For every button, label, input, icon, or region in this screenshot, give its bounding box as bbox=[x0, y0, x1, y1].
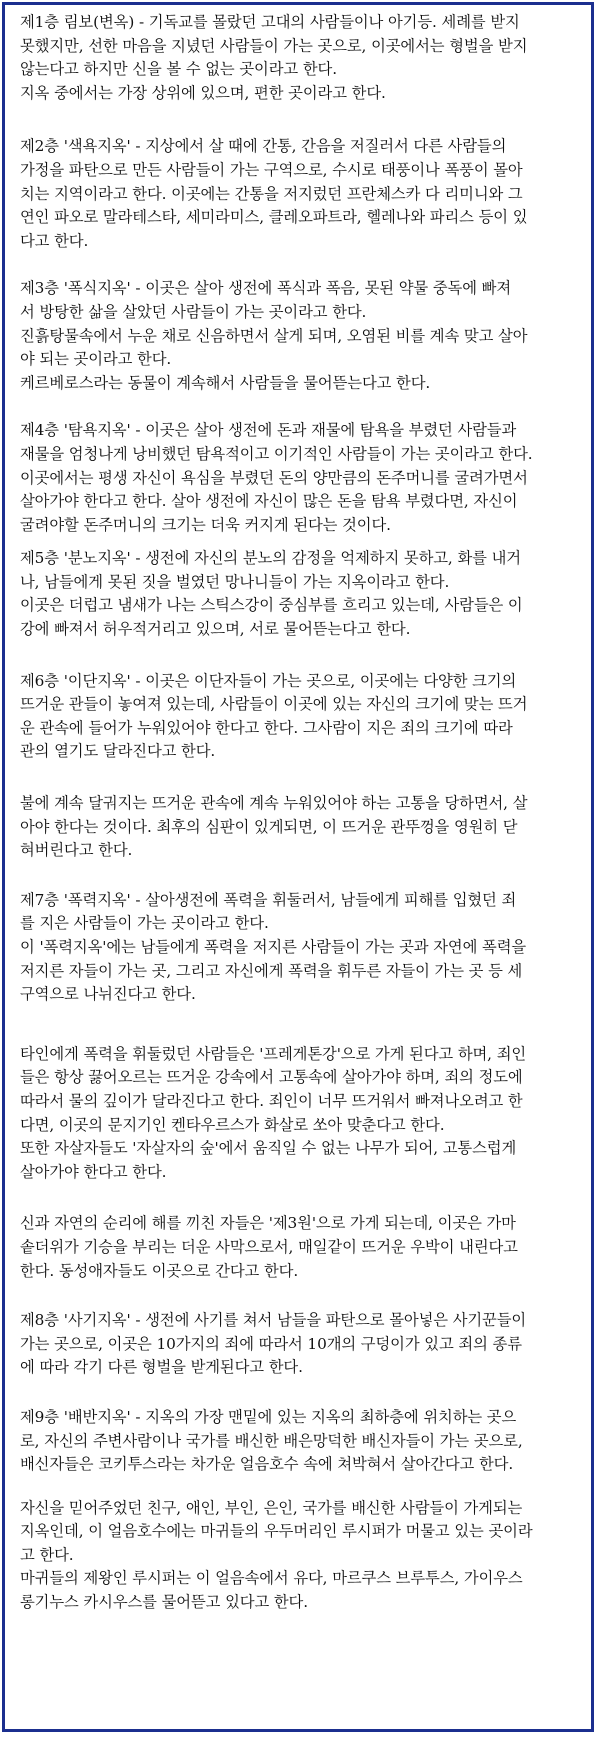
section-heresy bbox=[20, 670, 587, 764]
text-line: 강에 빠져서 허우적거리고 있으며, 서로 물어뜯는다고 한다. bbox=[20, 620, 411, 639]
text-line: 살아가야 한다고 한다. 살아 생전에 자신이 많은 돈을 탐욕 부렸다면, 자신이 bbox=[20, 492, 518, 511]
section-lust bbox=[20, 135, 587, 253]
text-line: 제6층 '이단지옥' - 이곳은 이단자들이 가는 곳으로, 이곳에는 다양한 크기의 bbox=[20, 671, 517, 690]
text-line: 불에 계속 달궈지는 뜨거운 관속에 계속 누워있어야 하는 고통을 당하면서, 살 bbox=[20, 794, 528, 813]
section-treachery-continued bbox=[20, 1497, 587, 1615]
text-line: 다고 한다. bbox=[20, 231, 89, 250]
text-line: 배신자들은 코키투스라는 차가운 얼음호수 속에 쳐박혀서 살아간다고 한다. bbox=[20, 1455, 514, 1474]
text-line: 제3층 '폭식지옥' - 이곳은 살아 생전에 폭식과 폭음, 못된 약물 중독에 빠져 bbox=[20, 279, 512, 298]
text-line: 마귀들의 제왕인 루시퍼는 이 얼음속에서 유다, 마르쿠스 브루투스, 가이우스 bbox=[20, 1569, 523, 1588]
text-line: 야 되는 곳이라고 한다. bbox=[20, 350, 172, 369]
section-third-ring bbox=[20, 1212, 587, 1283]
text-line: 살아가야 한다고 한다. bbox=[20, 1162, 167, 1181]
text-line: 이곳에서는 평생 자신이 욕심을 부렸던 돈의 양만큼의 돈주머니를 굴려가면서 bbox=[20, 468, 528, 487]
text-line: 저지른 자들이 가는 곳, 그리고 자신에게 폭력을 휘두른 자들이 가는 곳 등 세 bbox=[20, 961, 523, 980]
text-line: 제4층 '탐욕지옥' - 이곳은 살아 생전에 돈과 재물에 탐욕을 부렸던 사람들과 bbox=[20, 421, 517, 440]
text-line: 가는 곳으로, 이곳은 10가지의 죄에 따라서 10개의 구덩이가 있고 죄의 종류 bbox=[20, 1334, 522, 1353]
text-line: 치는 지역이라고 한다. 이곳에는 간통을 저지렀던 프란체스카 다 리미니와 그 bbox=[20, 184, 523, 203]
text-line: 따라서 물의 깊이가 달라진다고 한다. 죄인이 너무 뜨거워서 빠져나오려고 한 bbox=[20, 1091, 523, 1110]
section-greed bbox=[20, 419, 587, 537]
text-line: 이곳은 더럽고 냄새가 나는 스틱스강이 중심부를 흐리고 있는데, 사람들은 이 bbox=[20, 596, 523, 615]
document-body bbox=[20, 11, 587, 1615]
text-line: 운 관속에 들어가 누워있어야 한다고 한다. 그사람이 지은 죄의 크기에 따라 bbox=[20, 718, 513, 737]
text-line: 타인에게 폭력을 휘둘렀던 사람들은 '프레게톤강'으로 가게 된다고 하며, 죄인 bbox=[20, 1044, 527, 1063]
text-line: 아야 한다는 것이다. 최후의 심판이 있게되면, 이 뜨거운 관뚜껑을 영원히 닫 bbox=[20, 817, 518, 836]
text-line: 한다. 동성애자들도 이곳으로 간다고 한다. bbox=[20, 1261, 299, 1280]
text-line: 뜨거운 관들이 놓여져 있는데, 사람들이 이곳에 있는 자신의 크기에 맞는 뜨거 bbox=[20, 695, 528, 714]
text-line: 지옥 중에서는 가장 상위에 있으며, 편한 곳이라고 한다. bbox=[20, 83, 386, 102]
text-line: 나, 남들에게 못된 짓을 벌였던 망나니들이 가는 지옥이라고 한다. bbox=[20, 572, 450, 591]
text-line: 제5층 '분노지옥' - 생전에 자신의 분노의 감정을 억제하지 못하고, 화를 내거 bbox=[20, 549, 521, 568]
text-line: 신과 자연의 순리에 해를 끼친 자들은 '제3원'으로 가게 되는데, 이곳은 가마 bbox=[20, 1214, 516, 1233]
text-line: 않는다고 하지만 신을 볼 수 없는 곳이라고 한다. bbox=[20, 60, 337, 79]
text-line: 로, 자신의 주변사람이나 국가를 배신한 배은망덕한 배신자들이 가는 곳으로, bbox=[20, 1431, 523, 1450]
text-line: 재물을 엄청나게 낭비했던 탐욕적이고 이기적인 사람들이 가는 곳이라고 한다. bbox=[20, 444, 533, 463]
text-line: 고 한다. bbox=[20, 1545, 74, 1564]
text-line: 서 방탕한 삶을 살았던 사람들이 가는 곳이라고 한다. bbox=[20, 302, 367, 321]
text-line: 제1층 림보(변옥) - 기독교를 몰랐던 고대의 사람들이나 아기등. 세례를 받지 bbox=[20, 13, 520, 31]
text-line: 혀버린다고 한다. bbox=[20, 841, 133, 860]
document-frame bbox=[2, 2, 594, 1732]
section-wrath bbox=[20, 547, 587, 641]
section-gluttony bbox=[20, 277, 587, 395]
text-line: 연인 파오로 말라테스타, 세미라미스, 클레오파트라, 헬레나와 파리스 등이 있 bbox=[20, 208, 528, 227]
text-line: 진흙탕물속에서 누운 채로 신음하면서 살게 되며, 오염된 비를 계속 맞고 살아 bbox=[20, 326, 528, 345]
text-line: 다면, 이곳의 문지기인 켄타우르스가 화살로 쏘아 맞춘다고 한다. bbox=[20, 1115, 445, 1134]
text-line: 들은 항상 끓어오르는 뜨거운 강속에서 고통속에 살아가야 하며, 죄의 정도에 bbox=[20, 1068, 523, 1087]
section-violence-others bbox=[20, 1043, 587, 1185]
text-line: 케르베로스라는 동물이 계속해서 사람들을 물어뜯는다고 한다. bbox=[20, 373, 431, 392]
text-line: 이 '폭력지옥'에는 남들에게 폭력을 저지른 사람들이 가는 곳과 자연에 폭력을 bbox=[20, 938, 527, 956]
text-line: 구역으로 나뉘진다고 한다. bbox=[20, 985, 196, 1004]
text-line: 가정을 파탄으로 만든 사람들이 가는 구역으로, 수시로 태풍이나 폭풍이 몰아 bbox=[20, 160, 523, 179]
text-line: 못했지만, 선한 마음을 지녔던 사람들이 가는 곳으로, 이곳에서는 형벌을 받지 bbox=[20, 36, 528, 55]
text-line: 에 따라 각기 다른 형벌을 받게된다고 한다. bbox=[20, 1358, 303, 1377]
text-line: 제8층 '사기지옥' - 생전에 사기를 쳐서 남들을 파탄으로 몰아넣은 사기꾼들이 bbox=[20, 1311, 527, 1330]
section-treachery bbox=[20, 1406, 587, 1477]
text-line: 솥더위가 기승을 부리는 더운 사막으로서, 매일같이 뜨거운 우박이 내린다고 bbox=[20, 1237, 518, 1256]
section-fraud bbox=[20, 1309, 587, 1380]
text-line: 제2층 '색욕지옥' - 지상에서 살 때에 간통, 간음을 저질러서 다른 사람들의 bbox=[20, 137, 507, 156]
text-line: 지옥인데, 이 얼음호수에는 마귀들의 우두머리인 루시퍼가 머물고 있는 곳이라 bbox=[20, 1522, 533, 1541]
section-heresy-continued bbox=[20, 792, 587, 863]
text-line: 제9층 '배반지옥' - 지옥의 가장 맨밑에 있는 지옥의 최하층에 위치하는 곳으 bbox=[20, 1407, 517, 1426]
text-line: 롱기누스 카시우스를 물어뜯고 있다고 한다. bbox=[20, 1593, 308, 1612]
section-violence bbox=[20, 889, 587, 1007]
text-line: 관의 열기도 달라진다고 한다. bbox=[20, 742, 216, 761]
text-line: 제7층 '폭력지옥' - 살아생전에 폭력을 휘둘러서, 남들에게 피해를 입혔던 죄 bbox=[20, 890, 517, 909]
text-line: 또한 자살자들도 '자살자의 숲'에서 움직일 수 없는 나무가 되어, 고통스럽게 bbox=[20, 1139, 517, 1158]
section-limbo bbox=[20, 11, 587, 105]
text-line: 를 지은 사람들이 가는 곳이라고 한다. bbox=[20, 914, 269, 933]
text-line: 굴려야할 돈주머니의 크기는 더욱 커지게 된다는 것이다. bbox=[20, 515, 391, 534]
text-line: 자신을 믿어주었던 친구, 애인, 부인, 은인, 국가를 배신한 사람들이 가게되는 bbox=[20, 1498, 523, 1517]
